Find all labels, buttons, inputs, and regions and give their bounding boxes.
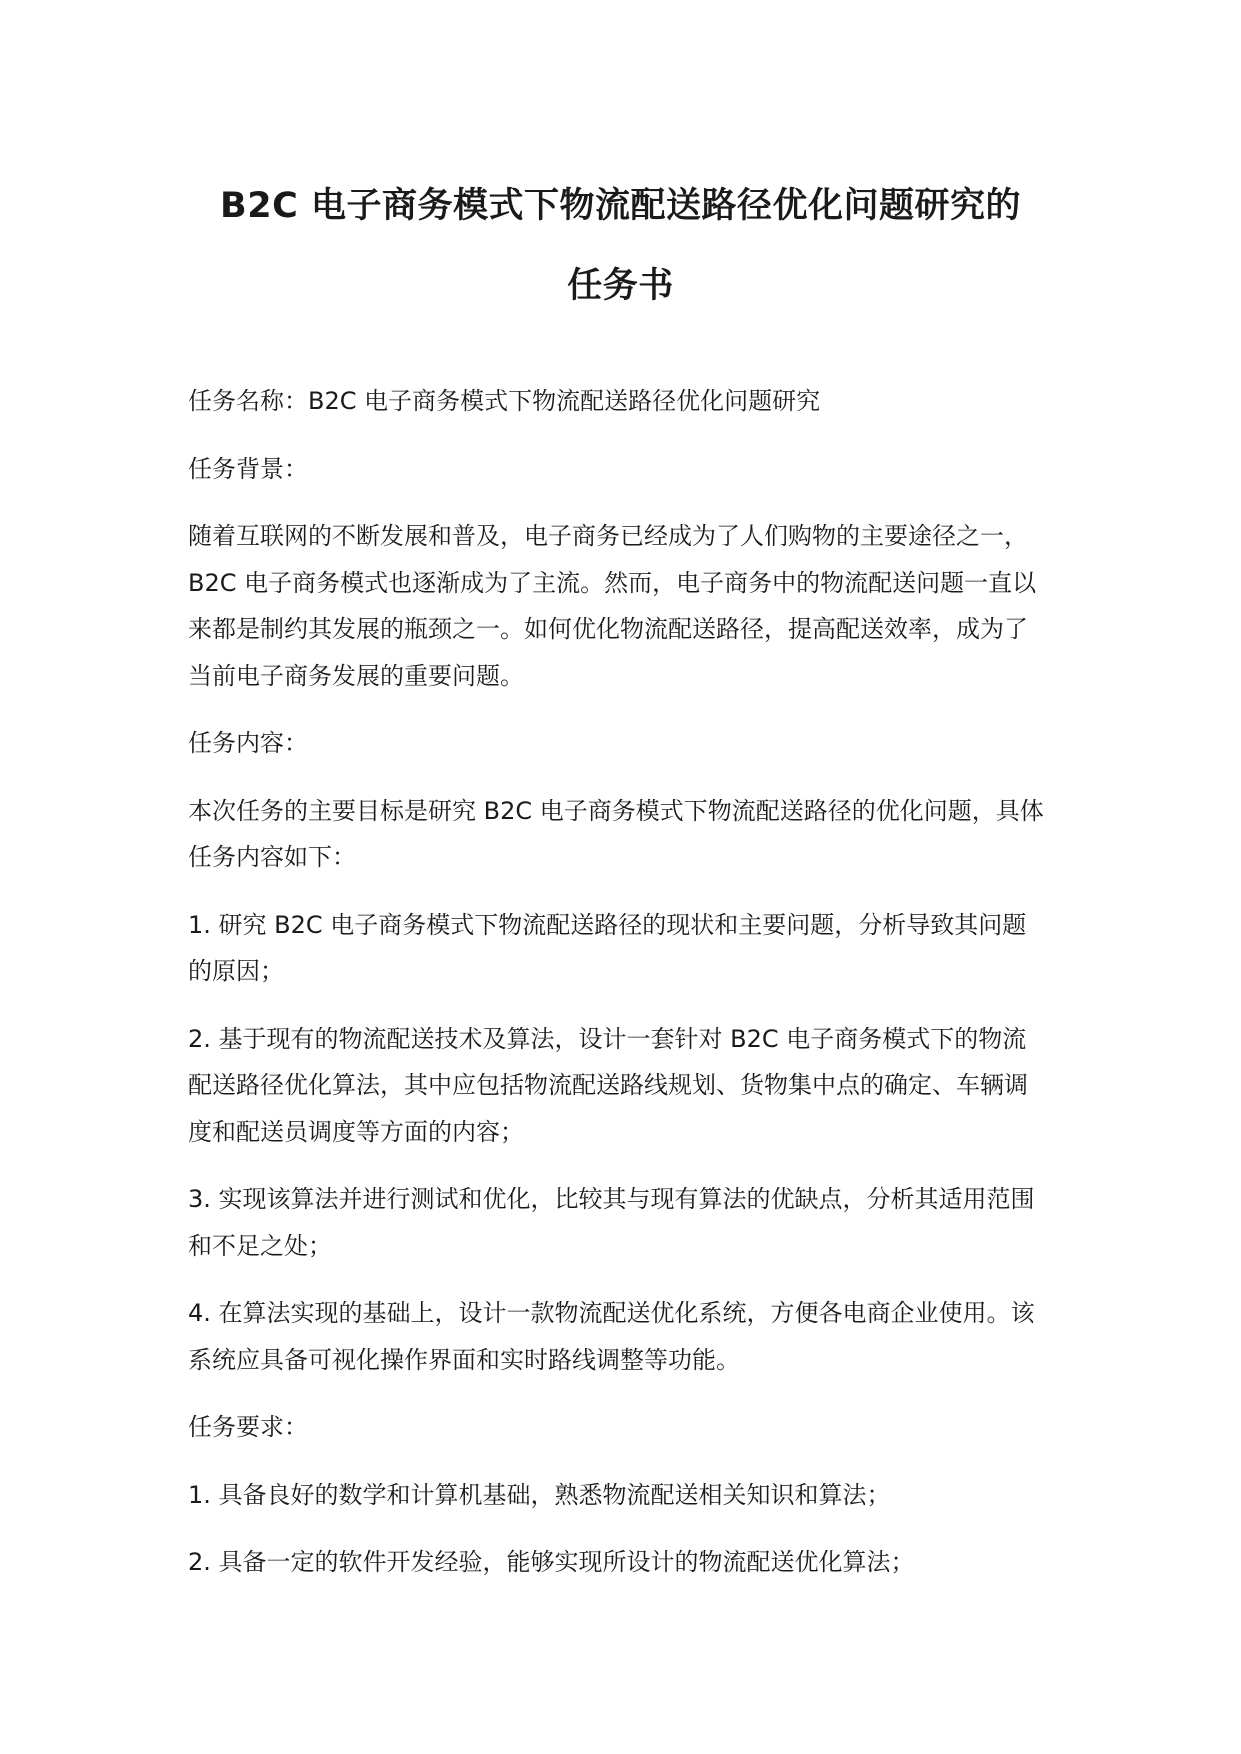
document-body	[188, 378, 1048, 1607]
content-item-1: 1. 研究 B2C 电子商务模式下物流配送路径的现状和主要问题，分析导致其问题的原因；	[188, 910, 1027, 985]
section-heading-background: 任务背景：	[188, 454, 308, 483]
content-item-4: 4. 在算法实现的基础上，设计一款物流配送优化系统，方便各电商企业使用。该系统应具备可视化操作界面和实时路线调整等功能。	[188, 1299, 1035, 1374]
section-heading-content: 任务内容：	[188, 729, 308, 757]
content-item-2: 2. 基于现有的物流配送技术及算法，设计一套针对 B2C 电子商务模式下的物流配送路径优化算法，其中应包括物流配送路线规划、货物集中点的确定、车辆调度和配送员调度等方面的内容；	[188, 1024, 1028, 1146]
document-title-line1: B2C 电子商务模式下物流配送路径优化问题研究的	[220, 186, 1021, 226]
requirement-item-2: 2. 具备一定的软件开发经验，能够实现所设计的物流配送优化算法；	[188, 1548, 915, 1576]
section-heading-requirements: 任务要求：	[188, 1413, 308, 1441]
content-item-3: 3. 实现该算法并进行测试和优化，比较其与现有算法的优缺点，分析其适用范围和不足之处；	[188, 1185, 1035, 1260]
content-intro-paragraph: 本次任务的主要目标是研究 B2C 电子商务模式下物流配送路径的优化问题，具体任务内容如下：	[188, 796, 1044, 871]
document-title-line2: 任务书	[567, 266, 674, 306]
task-name-paragraph: 任务名称：B2C 电子商务模式下物流配送路径优化问题研究	[188, 387, 821, 415]
requirement-item-1: 1. 具备良好的数学和计算机基础，熟悉物流配送相关知识和算法；	[188, 1480, 891, 1509]
background-paragraph: 随着互联网的不断发展和普及，电子商务已经成为了人们购物的主要途径之一，B2C 电子商务模式也逐渐成为了主流。然而，电子商务中的物流配送问题一直以来都是制约其发展的瓶颈之一。如何优化物流配送路径，提高配送效率，成为了当前电子商务发展的重要问题。	[188, 522, 1037, 690]
